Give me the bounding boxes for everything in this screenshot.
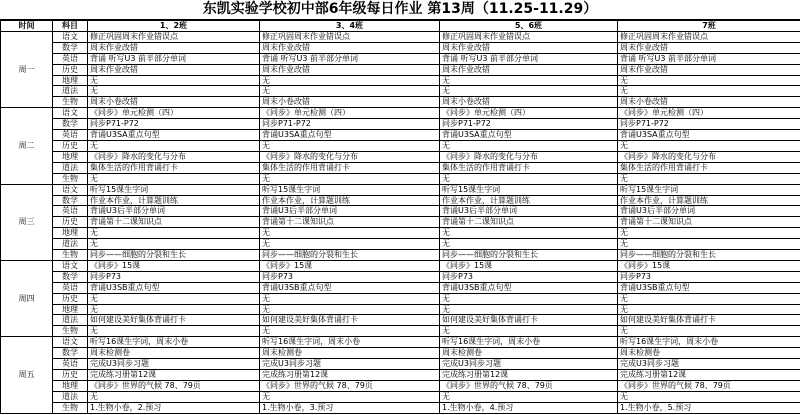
homework-cell: 同步P71-P72 xyxy=(618,119,800,130)
homework-cell: 听写15课生字词 xyxy=(618,184,800,195)
homework-cell: 背诵第十二课知识点 xyxy=(88,217,260,228)
homework-cell: 完成U3同步习题 xyxy=(618,359,800,370)
day-label: 周四 xyxy=(1,260,53,336)
homework-cell: 背诵U3SB重点句型 xyxy=(260,282,440,293)
subject-label: 道法 xyxy=(53,391,88,402)
homework-cell: 无 xyxy=(440,391,618,402)
subject-label: 历史 xyxy=(53,140,88,151)
homework-cell: 同步P71-P72 xyxy=(260,119,440,130)
homework-cell: 作业本作业，计算题训练 xyxy=(618,195,800,206)
subject-label: 数学 xyxy=(53,195,88,206)
homework-cell: 修正巩固周末作业错误点 xyxy=(440,31,618,42)
homework-cell: 背诵第十二课知识点 xyxy=(618,217,800,228)
subject-label: 数学 xyxy=(53,271,88,282)
homework-cell: 同步P73 xyxy=(88,271,260,282)
table-row xyxy=(1,337,800,348)
table-row xyxy=(1,271,800,282)
homework-cell: 周末检测卷 xyxy=(260,348,440,359)
homework-cell: 同步P71-P72 xyxy=(88,119,260,130)
homework-cell: 背诵U3SB重点句型 xyxy=(440,282,618,293)
subject-label: 英语 xyxy=(53,282,88,293)
subject-label: 地理 xyxy=(53,75,88,86)
homework-cell: 完成U3同步习题 xyxy=(260,359,440,370)
subject-label: 语文 xyxy=(53,108,88,119)
subject-label: 历史 xyxy=(53,293,88,304)
subject-label: 数学 xyxy=(53,119,88,130)
homework-cell: 周末小卷改错 xyxy=(88,97,260,108)
day-label: 周一 xyxy=(1,31,53,107)
homework-cell: 背诵U3后半部分单词 xyxy=(260,206,440,217)
subject-label: 生物 xyxy=(53,402,88,413)
homework-cell: 周末作业改错 xyxy=(440,42,618,53)
table-row xyxy=(1,184,800,195)
homework-cell: 听写15课生字词 xyxy=(88,184,260,195)
homework-cell: 周末检测卷 xyxy=(618,348,800,359)
homework-cell: 同步P73 xyxy=(440,271,618,282)
homework-cell: 1.生物小卷，3.预习 xyxy=(260,402,440,413)
homework-cell: 周末作业改错 xyxy=(88,42,260,53)
homework-cell: 无 xyxy=(618,391,800,402)
homework-cell: 周末作业改错 xyxy=(88,64,260,75)
homework-cell: 听写15课生字词 xyxy=(440,184,618,195)
table-row xyxy=(1,250,800,261)
homework-cell: 背诵U3后半部分单词 xyxy=(88,206,260,217)
table-row xyxy=(1,173,800,184)
header-class-7: 7班 xyxy=(618,21,800,32)
homework-cell: 周末检测卷 xyxy=(440,348,618,359)
homework-cell: 《同步》降水的变化与分布 xyxy=(88,151,260,162)
table-row xyxy=(1,130,800,141)
homework-cell: 听写16课生字词，周末小卷 xyxy=(88,337,260,348)
subject-label: 地理 xyxy=(53,380,88,391)
subject-label: 语文 xyxy=(53,260,88,271)
homework-cell: 背诵第十二课知识点 xyxy=(260,217,440,228)
subject-label: 道法 xyxy=(53,315,88,326)
table-row xyxy=(1,402,800,413)
homework-cell: 听写16课生字词，周末小卷 xyxy=(440,337,618,348)
homework-cell: 《同步》世界的气候 78、79页 xyxy=(618,380,800,391)
homework-cell: 完成练习册第12课 xyxy=(618,370,800,381)
homework-cell: 无 xyxy=(618,173,800,184)
homework-cell: 《同步》单元检测（四） xyxy=(88,108,260,119)
homework-cell: 同步P73 xyxy=(618,271,800,282)
homework-cell: 《同步》15课 xyxy=(88,260,260,271)
homework-cell: 无 xyxy=(440,293,618,304)
subject-label: 生物 xyxy=(53,326,88,337)
header-time: 时间 xyxy=(1,21,53,32)
homework-cell: 无 xyxy=(260,75,440,86)
homework-cell: 集体生活的作用背诵打卡 xyxy=(440,162,618,173)
homework-cell: 如何建设美好集体背诵打卡 xyxy=(618,315,800,326)
table-row xyxy=(1,217,800,228)
homework-cell: 背诵 听写U3 前半部分单词 xyxy=(88,53,260,64)
homework-cell: 无 xyxy=(260,239,440,250)
table-row xyxy=(1,391,800,402)
table-row xyxy=(1,304,800,315)
subject-label: 语文 xyxy=(53,31,88,42)
table-row xyxy=(1,108,800,119)
homework-cell: 《同步》单元检测（四） xyxy=(260,108,440,119)
homework-cell: 《同步》15课 xyxy=(440,260,618,271)
homework-cell: 1.生物小卷，4.预习 xyxy=(440,402,618,413)
homework-cell: 同步——细胞的分裂和生长 xyxy=(440,250,618,261)
homework-cell: 《同步》降水的变化与分布 xyxy=(440,151,618,162)
subject-label: 地理 xyxy=(53,151,88,162)
table-row xyxy=(1,64,800,75)
table-row xyxy=(1,42,800,53)
homework-cell: 完成U3同步习题 xyxy=(88,359,260,370)
homework-cell: 无 xyxy=(260,304,440,315)
homework-cell: 《同步》单元检测（四） xyxy=(618,108,800,119)
homework-cell: 背诵 听写U3 前半部分单词 xyxy=(260,53,440,64)
table-row xyxy=(1,119,800,130)
homework-cell: 完成练习册第12课 xyxy=(88,370,260,381)
homework-cell: 如何建设美好集体背诵打卡 xyxy=(440,315,618,326)
table-row xyxy=(1,31,800,42)
homework-cell: 听写15课生字词 xyxy=(260,184,440,195)
day-label: 周五 xyxy=(1,337,53,413)
homework-cell: 作业本作业，计算题训练 xyxy=(88,195,260,206)
homework-cell: 《同步》降水的变化与分布 xyxy=(618,151,800,162)
table-row xyxy=(1,228,800,239)
subject-label: 历史 xyxy=(53,370,88,381)
homework-cell: 无 xyxy=(88,173,260,184)
table-row xyxy=(1,315,800,326)
homework-cell: 无 xyxy=(440,239,618,250)
homework-cell: 同步P71-P72 xyxy=(440,119,618,130)
homework-cell: 背诵 听写U3 前半部分单词 xyxy=(440,53,618,64)
homework-cell: 无 xyxy=(88,304,260,315)
homework-cell: 《同步》15课 xyxy=(618,260,800,271)
homework-cell: 无 xyxy=(260,326,440,337)
homework-cell: 集体生活的作用背诵打卡 xyxy=(260,162,440,173)
homework-cell: 听写16课生字词，周末小卷 xyxy=(618,337,800,348)
homework-cell: 背诵U3SB重点句型 xyxy=(618,282,800,293)
homework-cell: 无 xyxy=(618,304,800,315)
homework-cell: 周末作业改错 xyxy=(260,64,440,75)
table-row xyxy=(1,380,800,391)
homework-cell: 背诵第十二课知识点 xyxy=(440,217,618,228)
homework-cell: 听写16课生字词，周末小卷 xyxy=(260,337,440,348)
homework-cell: 如何建设美好集体背诵打卡 xyxy=(88,315,260,326)
subject-label: 历史 xyxy=(53,64,88,75)
homework-cell: 无 xyxy=(88,239,260,250)
homework-cell: 无 xyxy=(440,228,618,239)
homework-cell: 修正巩固周末作业错误点 xyxy=(618,31,800,42)
subject-label: 英语 xyxy=(53,206,88,217)
homework-cell: 背诵U3SB重点句型 xyxy=(88,282,260,293)
homework-table xyxy=(0,20,800,414)
homework-cell: 1.生物小卷，2.预习 xyxy=(88,402,260,413)
homework-cell: 周末小卷改错 xyxy=(618,97,800,108)
homework-cell: 背诵 听写U3 前半部分单词 xyxy=(618,53,800,64)
homework-cell: 同步P73 xyxy=(260,271,440,282)
page-title: 东凯实验学校初中部6年级每日作业 第13周（11.25-11.29） xyxy=(0,0,800,20)
header-class-1-2: 1、2班 xyxy=(88,21,260,32)
homework-cell: 无 xyxy=(88,75,260,86)
subject-label: 生物 xyxy=(53,250,88,261)
homework-cell: 无 xyxy=(88,86,260,97)
homework-cell: 集体生活的作用背诵打卡 xyxy=(618,162,800,173)
subject-label: 地理 xyxy=(53,304,88,315)
homework-cell: 无 xyxy=(618,86,800,97)
homework-cell: 无 xyxy=(618,326,800,337)
table-row xyxy=(1,282,800,293)
subject-label: 数学 xyxy=(53,348,88,359)
homework-cell: 背诵U3SA重点句型 xyxy=(618,130,800,141)
homework-cell: 作业本作业，计算题训练 xyxy=(440,195,618,206)
subject-label: 生物 xyxy=(53,97,88,108)
subject-label: 语文 xyxy=(53,184,88,195)
header-row xyxy=(1,21,800,32)
homework-cell: 无 xyxy=(88,326,260,337)
homework-cell: 无 xyxy=(88,228,260,239)
homework-cell: 无 xyxy=(440,86,618,97)
subject-label: 语文 xyxy=(53,337,88,348)
homework-cell: 无 xyxy=(618,239,800,250)
homework-cell: 无 xyxy=(260,293,440,304)
homework-cell: 修正巩固周末作业错误点 xyxy=(88,31,260,42)
homework-cell: 集体生活的作用背诵打卡 xyxy=(88,162,260,173)
homework-cell: 无 xyxy=(260,173,440,184)
homework-cell: 《同步》15课 xyxy=(260,260,440,271)
homework-cell: 无 xyxy=(440,140,618,151)
homework-cell: 周末作业改错 xyxy=(618,64,800,75)
table-row xyxy=(1,97,800,108)
homework-cell: 无 xyxy=(260,391,440,402)
homework-cell: 无 xyxy=(260,86,440,97)
homework-cell: 如何建设美好集体背诵打卡 xyxy=(260,315,440,326)
subject-label: 历史 xyxy=(53,217,88,228)
table-row xyxy=(1,326,800,337)
table-row xyxy=(1,370,800,381)
table-row xyxy=(1,348,800,359)
subject-label: 生物 xyxy=(53,173,88,184)
homework-cell: 周末作业改错 xyxy=(260,42,440,53)
homework-cell: 背诵U3SA重点句型 xyxy=(440,130,618,141)
homework-cell: 《同步》单元检测（四） xyxy=(440,108,618,119)
table-body xyxy=(1,31,800,413)
homework-cell: 同步——细胞的分裂和生长 xyxy=(618,250,800,261)
homework-cell: 无 xyxy=(88,391,260,402)
homework-cell: 周末小卷改错 xyxy=(440,97,618,108)
table-row xyxy=(1,86,800,97)
homework-cell: 完成练习册第12课 xyxy=(260,370,440,381)
subject-label: 地理 xyxy=(53,228,88,239)
homework-cell: 无 xyxy=(618,228,800,239)
subject-label: 英语 xyxy=(53,359,88,370)
homework-cell: 《同步》世界的气候 78、79页 xyxy=(440,380,618,391)
homework-cell: 周末作业改错 xyxy=(618,42,800,53)
table-row xyxy=(1,359,800,370)
homework-cell: 无 xyxy=(88,140,260,151)
homework-cell: 同步——细胞的分裂和生长 xyxy=(88,250,260,261)
homework-cell: 背诵U3后半部分单词 xyxy=(440,206,618,217)
homework-cell: 无 xyxy=(618,75,800,86)
homework-cell: 修正巩固周末作业错误点 xyxy=(260,31,440,42)
subject-label: 英语 xyxy=(53,53,88,64)
homework-cell: 无 xyxy=(618,140,800,151)
homework-cell: 无 xyxy=(260,140,440,151)
table-row xyxy=(1,53,800,64)
table-row xyxy=(1,162,800,173)
homework-cell: 《同步》世界的气候 78、79页 xyxy=(88,380,260,391)
table-row xyxy=(1,293,800,304)
subject-label: 道法 xyxy=(53,239,88,250)
table-row xyxy=(1,239,800,250)
homework-cell: 无 xyxy=(440,75,618,86)
table-row xyxy=(1,140,800,151)
homework-cell: 无 xyxy=(618,293,800,304)
homework-cell: 完成练习册第12课 xyxy=(440,370,618,381)
homework-cell: 作业本作业，计算题训练 xyxy=(260,195,440,206)
subject-label: 英语 xyxy=(53,130,88,141)
homework-cell: 无 xyxy=(440,326,618,337)
homework-cell: 周末小卷改错 xyxy=(260,97,440,108)
homework-cell: 无 xyxy=(440,304,618,315)
homework-cell: 周末作业改错 xyxy=(440,64,618,75)
header-class-3-4: 3、4班 xyxy=(260,21,440,32)
homework-cell: 《同步》世界的气候 78、79页 xyxy=(260,380,440,391)
header-class-5-6: 5、6班 xyxy=(440,21,618,32)
day-label: 周三 xyxy=(1,184,53,260)
day-label: 周二 xyxy=(1,108,53,184)
homework-cell: 背诵U3后半部分单词 xyxy=(618,206,800,217)
table-row xyxy=(1,206,800,217)
subject-label: 数学 xyxy=(53,42,88,53)
header-subject: 科目 xyxy=(53,21,88,32)
table-row xyxy=(1,260,800,271)
homework-cell: 1.生物小卷，5.预习 xyxy=(618,402,800,413)
homework-cell: 无 xyxy=(440,173,618,184)
homework-cell: 背诵U3SA重点句型 xyxy=(260,130,440,141)
homework-cell: 无 xyxy=(260,228,440,239)
subject-label: 道法 xyxy=(53,162,88,173)
homework-cell: 完成U3同步习题 xyxy=(440,359,618,370)
table-row xyxy=(1,75,800,86)
subject-label: 道法 xyxy=(53,86,88,97)
homework-cell: 《同步》降水的变化与分布 xyxy=(260,151,440,162)
homework-cell: 周末检测卷 xyxy=(88,348,260,359)
homework-cell: 同步——细胞的分裂和生长 xyxy=(260,250,440,261)
homework-cell: 无 xyxy=(88,293,260,304)
homework-cell: 背诵U3SA重点句型 xyxy=(88,130,260,141)
table-row xyxy=(1,151,800,162)
table-row xyxy=(1,195,800,206)
